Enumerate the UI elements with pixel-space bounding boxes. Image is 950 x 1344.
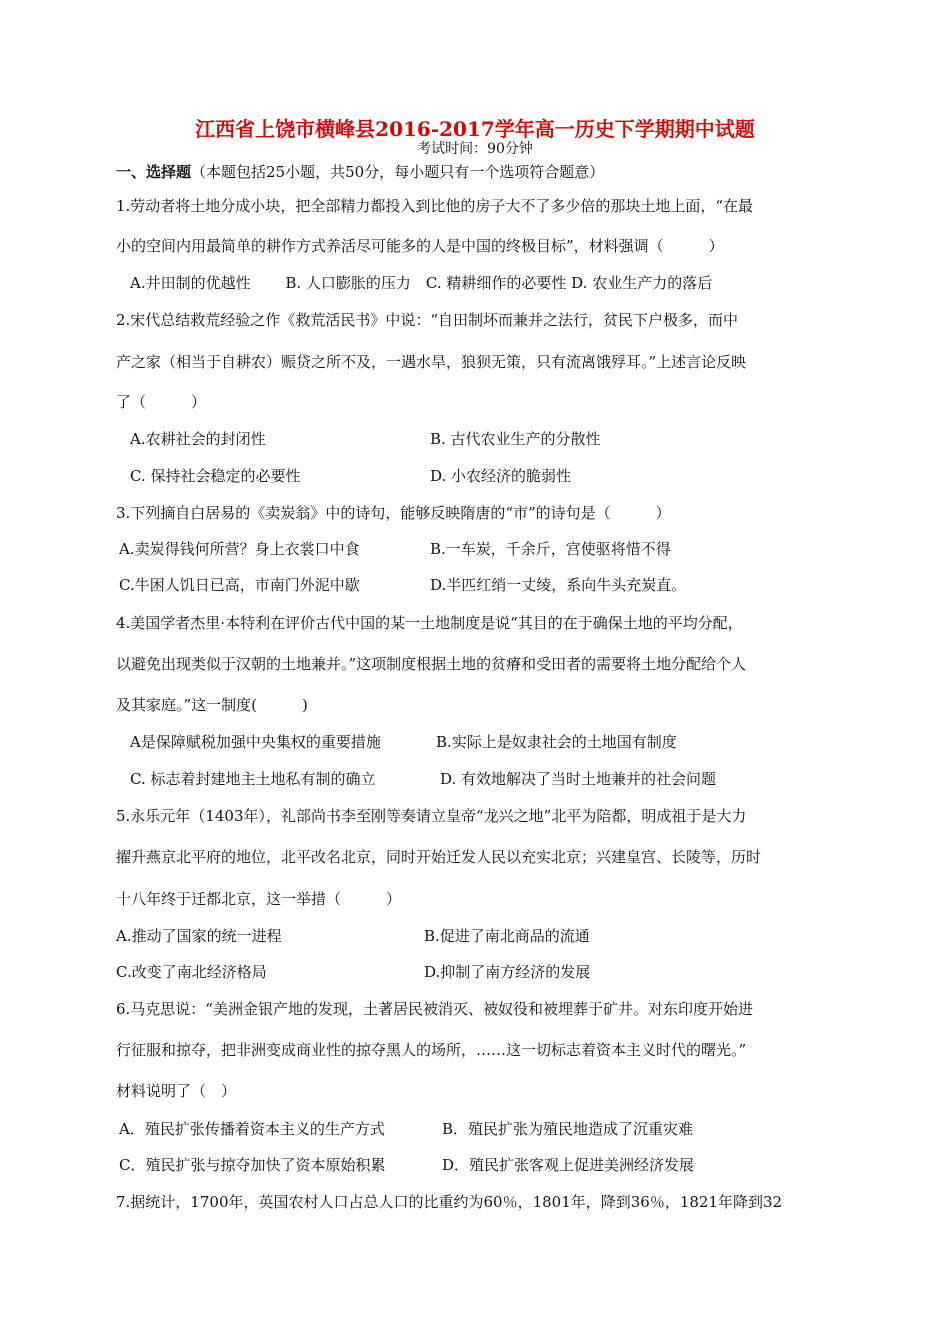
question-2-line-3: 了（ ）	[116, 393, 207, 411]
question-5-option-b: B.促进了南北商品的流通	[424, 927, 590, 945]
question-1-line-1: 1.劳动者将土地分成小块，把全部精力都投入到比他的房子大不了多少倍的那块土地上面，“在最	[116, 197, 753, 215]
question-4-line-2: 以避免出现类似于汉朝的土地兼并。”这项制度根据土地的贫瘠和受田者的需要将土地分配给个人	[116, 655, 747, 673]
section-label: 一、选择题	[116, 163, 192, 181]
question-4-option-c: C. 标志着封建地主土地私有制的确立	[130, 770, 376, 788]
question-6-line-2: 行征服和掠夺，把非洲变成商业性的掠夺黑人的场所，……这一切标志着资本主义时代的曙光。”	[116, 1041, 747, 1059]
question-6-option-b: B．殖民扩张为殖民地造成了沉重灾难	[442, 1120, 694, 1138]
question-6-option-a: A．殖民扩张传播着资本主义的生产方式	[119, 1120, 385, 1138]
question-4-option-a: A是保障赋税加强中央集权的重要措施	[130, 733, 381, 751]
question-3-option-a: A.卖炭得钱何所营？身上衣裳口中食	[119, 540, 360, 558]
question-6-option-c: C．殖民扩张与掠夺加快了资本原始积累	[119, 1156, 386, 1174]
question-3-option-b: B.一车炭，千余斤，宫使驱将惜不得	[430, 540, 671, 558]
question-3-option-c: C.牛困人饥日已高，市南门外泥中歇	[119, 576, 360, 594]
question-1-line-2: 小的空间内用最简单的耕作方式养活尽可能多的人是中国的终极目标”，材料强调（ ）	[116, 237, 724, 255]
exam-time: 考试时间：90分钟	[417, 141, 533, 157]
question-5-option-a: A.推动了国家的统一进程	[116, 927, 282, 945]
question-4-line-1: 4.美国学者杰里·本特利在评价古代中国的某一土地制度是说“其目的在于确保土地的平均分配，	[116, 614, 743, 632]
question-5-option-c: C.改变了南北经济格局	[116, 963, 267, 981]
page-title: 江西省上饶市横峰县2016-2017学年高一历史下学期期中试题	[195, 117, 755, 141]
question-6-line-3: 材料说明了（ ）	[116, 1082, 237, 1100]
question-3-option-d: D.半匹红绡一丈绫，系向牛头充炭直。	[430, 576, 687, 594]
question-5-option-d: D.抑制了南方经济的发展	[424, 963, 591, 981]
question-2-option-c: C. 保持社会稳定的必要性	[130, 467, 301, 485]
question-7-line-1: 7.据统计，1700年，英国农村人口占总人口的比重约为60％，1801年，降到36％，1821年降到32	[116, 1193, 783, 1211]
section-heading	[116, 162, 604, 182]
question-3-line-1: 3.下列摘自白居易的《卖炭翁》中的诗句，能够反映隋唐的“市”的诗句是（ ）	[116, 504, 671, 522]
question-6-option-d: D．殖民扩张客观上促进美洲经济发展	[442, 1156, 695, 1174]
question-4-option-d: D. 有效地解决了当时土地兼并的社会问题	[440, 770, 717, 788]
question-5-line-2: 擢升燕京北平府的地位，北平改名北京，同时开始迁发人民以充实北京；兴建皇宫、长陵等，历时	[116, 848, 762, 866]
question-2-line-2: 产之家（相当于自耕农）赈贷之所不及，一遇水旱，狼狈无策，只有流离饿殍耳。”上述言论反映	[116, 353, 747, 371]
question-4-line-3: 及其家庭。”这一制度( )	[116, 696, 308, 714]
question-4-option-b: B.实际上是奴隶社会的土地国有制度	[436, 733, 677, 751]
question-6-line-1: 6.马克思说：“美洲金银产地的发现，土著居民被消灭、被奴役和被埋葬于矿井。对东印度开始进	[116, 1000, 753, 1018]
question-2-option-b: B. 古代农业生产的分散性	[430, 430, 601, 448]
section-note: （本题包括25小题，共50分，每小题只有一个选项符合题意）	[191, 163, 605, 181]
question-2-option-d: D. 小农经济的脆弱性	[430, 467, 572, 485]
question-5-line-1: 5.永乐元年（1403年），礼部尚书李至刚等奏请立皇帝“龙兴之地”北平为陪都，明成祖于是大力	[116, 807, 747, 825]
question-2-option-a: A.农耕社会的封闭性	[130, 430, 266, 448]
question-5-line-3: 十八年终于迁都北京，这一举措（ ）	[116, 890, 402, 908]
question-1-options: A.井田制的优越性 B. 人口膨胀的压力 C. 精耕细作的必要性 D. 农业生产力的落后	[130, 274, 713, 292]
question-2-line-1: 2.宋代总结救荒经验之作《救荒活民书》中说：“自田制坏而兼并之法行，贫民下户极多，而中	[116, 311, 738, 329]
